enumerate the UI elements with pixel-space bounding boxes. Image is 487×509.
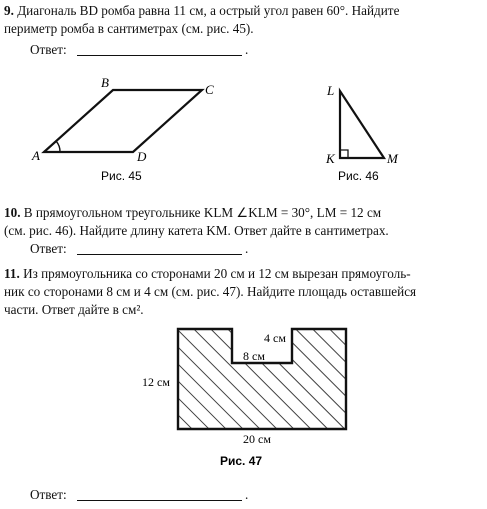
problem-11-text-1: Из прямоугольника со сторонами 20 см и 12 см вырезан прямоуголь- [19,266,411,281]
problem-9-number: 9. [4,3,14,18]
vertex-b-label: B [101,75,109,90]
label-20cm: 20 см [243,432,271,446]
problem-11-answer-end: . [245,487,249,502]
problem-10-answer-end: . [245,241,249,256]
figure-46-triangle [340,91,384,158]
figure-46-caption: Рис. 46 [338,169,379,183]
problem-10-number: 10. [4,205,21,220]
problem-11-answer-label: Ответ: [30,487,67,502]
vertex-m-label: M [387,151,398,166]
figure-47-shape [178,329,346,429]
problem-11-text-3: части. Ответ дайте в см². [4,302,144,317]
problem-11-number: 11. [4,266,20,281]
vertex-l-label: L [327,83,335,98]
figure-47-caption: Рис. 47 [220,454,263,468]
vertex-k-label: K [326,151,335,166]
problem-9-answer-end: . [245,42,249,57]
vertex-d-label: D [137,149,147,164]
label-4cm: 4 см [264,331,286,345]
problem-9-text-1: Диагональ BD ромба равна 11 см, а острый угол равен 60°. Найдите [13,3,400,18]
label-8cm: 8 см [243,349,265,363]
rhombus-shape [44,90,202,152]
right-angle-mark [340,150,348,158]
label-12cm: 12 см [142,375,170,389]
problem-11-text-2: ник со сторонами 8 см и 4 см (см. рис. 47). Найдите площадь оставшейся [4,284,417,299]
vertex-a-label: A [32,148,40,163]
figure-45-caption: Рис. 45 [101,169,142,183]
problem-10-text-2: (см. рис. 46). Найдите длину катета KM. Ответ дайте в сантиметрах. [4,223,389,238]
problem-10-text-1: В прямоугольном треугольнике KLM ∠KLM = 30°, LM = 12 см [20,205,382,220]
problem-9-text-2: периметр ромба в сантиметрах (см. рис. 45). [4,21,254,36]
figure-45-rhombus [44,90,202,152]
vertex-c-label: C [205,82,214,97]
triangle-shape [340,91,384,158]
problem-10-answer-label: Ответ: [30,241,67,256]
problem-9-answer-label: Ответ: [30,42,67,57]
angle-a-arc [56,141,60,152]
